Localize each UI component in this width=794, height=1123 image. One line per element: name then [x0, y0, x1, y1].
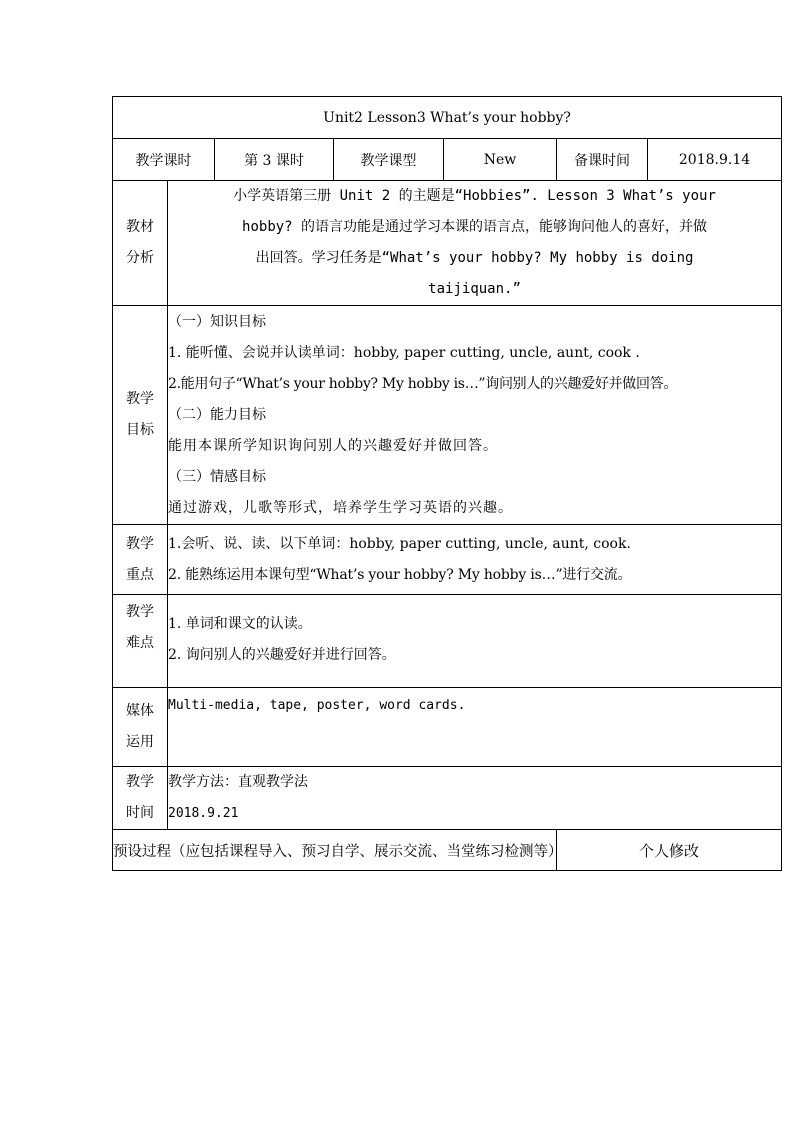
goals-line: （三）情感目标	[168, 468, 266, 485]
teaching-time-label	[113, 767, 168, 830]
goals-label	[113, 306, 168, 525]
hours-value: 第 3 课时	[215, 139, 334, 181]
media-line: Multi-media, tape, poster, word cards.	[168, 698, 466, 713]
analysis-text	[168, 181, 782, 306]
goals-row	[113, 306, 782, 525]
key-points-text	[168, 525, 782, 595]
analysis-line: taijiquan.”	[428, 281, 521, 297]
key-points-row	[113, 525, 782, 595]
type-label: 教学课型	[334, 139, 444, 181]
process-header: 预设过程（应包括课程导入、预习自学、展示交流、当堂练习检测等）	[113, 830, 557, 871]
media-text	[168, 688, 782, 767]
goals-label-line-1: 教学	[126, 391, 154, 407]
key-points-line: 1.会听、说、读、以下单词：hobby, paper cutting, uncle, aunt, cook.	[168, 535, 631, 552]
prep-value: 2018.9.14	[648, 139, 782, 181]
difficulties-label-line-1: 教学	[126, 604, 154, 620]
goals-line: （二）能力目标	[168, 406, 266, 423]
goals-line: 2.能用句子“What’s your hobby? My hobby is…”询问别人的兴趣爱好并做回答。	[168, 375, 678, 392]
media-label-line-1: 媒体	[126, 703, 154, 719]
difficulties-label-line-2: 难点	[126, 635, 154, 651]
difficulties-row	[113, 595, 782, 688]
hours-label: 教学课时	[113, 139, 215, 181]
difficulties-line: 2. 询问别人的兴趣爱好并进行回答。	[168, 647, 396, 663]
teaching-time-row	[113, 767, 782, 830]
goals-text	[168, 306, 782, 525]
difficulties-label	[113, 595, 168, 688]
analysis-label-line-2: 分析	[126, 250, 154, 266]
goals-line: 通过游戏，儿歌等形式，培养学生学习英语的兴趣。	[168, 499, 513, 516]
goals-line: 1. 能听懂、会说并认读单词：hobby, paper cutting, uncle, aunt, cook .	[168, 344, 640, 361]
teaching-date: 2018.9.21	[168, 806, 239, 821]
type-value: New	[444, 139, 557, 181]
analysis-label-line-1: 教材	[126, 219, 154, 235]
title-row	[113, 97, 782, 139]
goals-line: （一）知识目标	[168, 313, 266, 330]
key-points-label	[113, 525, 168, 595]
teaching-time-label-line-2: 时间	[126, 805, 154, 821]
personal-edit-header: 个人修改	[557, 830, 782, 871]
lesson-plan-table	[112, 96, 782, 871]
key-points-label-line-1: 教学	[126, 535, 154, 552]
goals-label-line-2: 目标	[126, 422, 154, 438]
teaching-method: 教学方法：直观教学法	[168, 774, 308, 790]
key-points-label-line-2: 重点	[126, 566, 154, 583]
analysis-line: 小学英语第三册 Unit 2 的主题是“Hobbies”. Lesson 3 What’s your	[233, 188, 716, 204]
difficulties-line: 1. 单词和课文的认读。	[168, 616, 312, 632]
analysis-row	[113, 181, 782, 306]
media-label	[113, 688, 168, 767]
goals-line: 能用本课所学知识询问别人的兴趣爱好并做回答。	[168, 437, 498, 454]
analysis-line: 出回答。学习任务是“What’s your hobby? My hobby is doing	[255, 250, 694, 266]
key-points-line: 2. 能熟练运用本课句型“What’s your hobby? My hobby is…”进行交流。	[168, 566, 632, 583]
lesson-title: Unit2 Lesson3 What’s your hobby?	[113, 97, 782, 139]
teaching-time-text	[168, 767, 782, 830]
teaching-time-label-line-1: 教学	[126, 774, 154, 790]
media-row	[113, 688, 782, 767]
prep-label: 备课时间	[557, 139, 648, 181]
footer-row	[113, 830, 782, 871]
analysis-label	[113, 181, 168, 306]
media-label-line-2: 运用	[126, 734, 154, 750]
info-row	[113, 139, 782, 181]
difficulties-text	[168, 595, 782, 688]
analysis-line: hobby? 的语言功能是通过学习本课的语言点，能够询问他人的喜好，并做	[242, 219, 708, 235]
